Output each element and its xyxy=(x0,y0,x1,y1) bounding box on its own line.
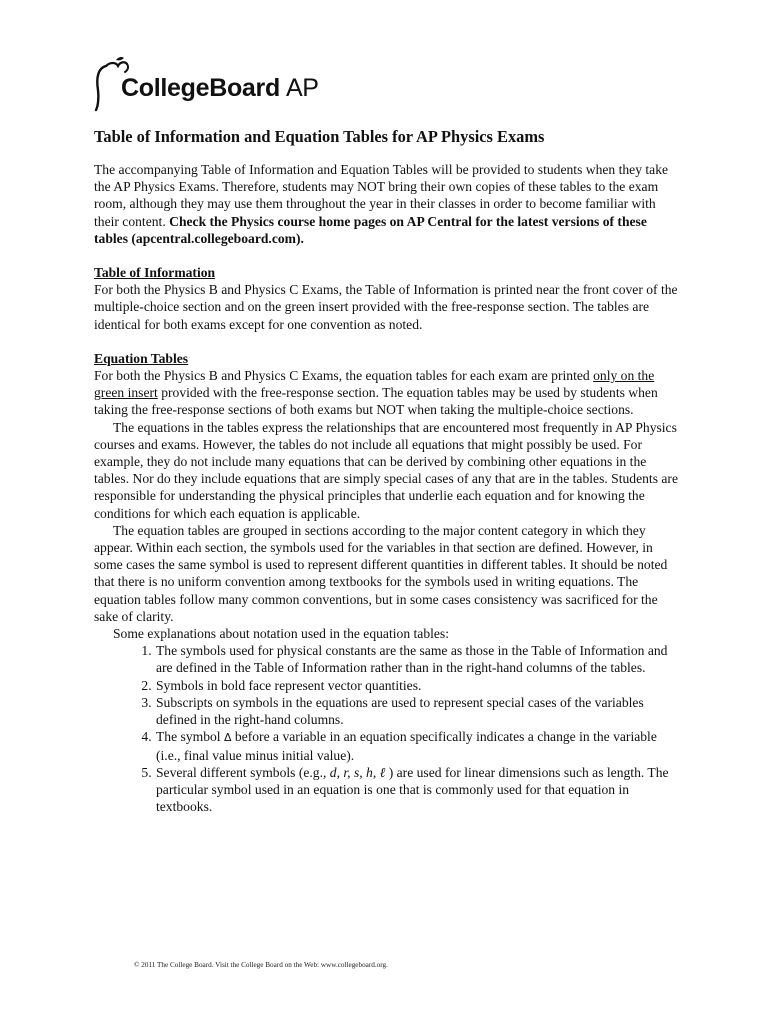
length-symbols: d, r, s, h, ℓ xyxy=(329,764,386,780)
intro-text: The accompanying Table of Information and Equation Tables will be provided to students when they take the AP Physics Exams. Therefore, students may NOT bring their own copies of these tables to the exam room, although they may use them throughout the year in their classes in order to become familiar with their content. xyxy=(94,162,669,229)
item4-text-after: before a variable in an equation specifically indicates a change in the variable (i.e., final value minus initial value). xyxy=(156,729,657,763)
logo-wordmark xyxy=(121,74,319,103)
table-of-information-body: For both the Physics B and Physics C Exams, the Table of Information is printed near the front cover of the multiple-choice section and on the green insert provided with the free-response section. The tables are identical for both exams except for one convention as noted. xyxy=(94,282,678,332)
item4-text-before: The symbol xyxy=(156,729,224,745)
document-body xyxy=(94,127,684,815)
notation-list xyxy=(94,642,684,815)
p1-underlined-text: only on the green insert xyxy=(94,368,655,401)
copyright-footer: © 2011 The College Board. Visit the College Board on the Web: www.collegeboard.org. xyxy=(134,961,388,969)
table-of-information-heading: Table of Information xyxy=(94,265,216,281)
equation-tables-heading: Equation Tables xyxy=(94,350,189,366)
logo-brand: CollegeBoard xyxy=(121,74,280,102)
list-item xyxy=(155,728,684,763)
equation-tables-paragraph-4: Some explanations about notation used in the equation tables: xyxy=(113,626,450,642)
logo-suffix: AP xyxy=(285,74,319,102)
equation-tables-paragraph-1 xyxy=(94,367,684,419)
equation-tables-paragraph-3: The equation tables are grouped in sections according to the major content category in which they appear. Within each section, the symbols used for the variables in that section are defined. However, in some cases the same symbol is used to represent different quantities in different tables. It should be noted that there is no uniform convention among textbooks for the symbols used in writing equations. The equation tables follow many common conventions, but in some cases consistency was sacrificed for the sake of clarity. xyxy=(94,522,668,624)
intro-paragraph xyxy=(94,161,684,247)
list-item: 3. Subscripts on symbols in the equations are used to represent special cases of the variables defined in the right-hand columns. xyxy=(155,694,684,728)
equation-tables-paragraph-2: The equations in the tables express the relationships that are encountered most frequently in AP Physics courses and exams. However, the tables do not include all equations that might possibly be used. For example, they do not include many equations that can be derived by combining other equations in the tables. Nor do they include equations that are simply special cases of any that are in the tables. Students are responsible for understanding the physical principles that underlie each equation and for knowing the conditions for which each equation is applicable. xyxy=(94,419,678,521)
item5-text-before: Several different symbols (e.g., xyxy=(156,764,330,780)
list-item xyxy=(155,764,684,816)
delta-symbol: Δ xyxy=(223,731,232,745)
p1-text-after: provided with the free-response section. The equation tables may be used by students when taking the free-response sections of both exams but NOT when taking the multiple-choice sections. xyxy=(94,385,658,418)
intro-bold-text: Check the Physics course home pages on AP Central for the latest versions of these tables (apcentral.collegeboard.com). xyxy=(94,213,647,246)
item5-text-after: ) are used for linear dimensions such as length. The particular symbol used in an equation is one that is commonly used for that equation in textbooks. xyxy=(156,764,669,815)
list-item: 1. The symbols used for physical constants are the same as those in the Table of Information and are defined in the Table of Information rather than in the right-hand columns of the tables. xyxy=(155,642,684,676)
list-item: 2. Symbols in bold face represent vector quantities. xyxy=(155,677,684,694)
p1-text-before: For both the Physics B and Physics C Exams, the equation tables for each exam are printed xyxy=(94,368,594,384)
page-title: Table of Information and Equation Tables for AP Physics Exams xyxy=(94,127,545,146)
collegeboard-ap-logo xyxy=(92,52,352,114)
